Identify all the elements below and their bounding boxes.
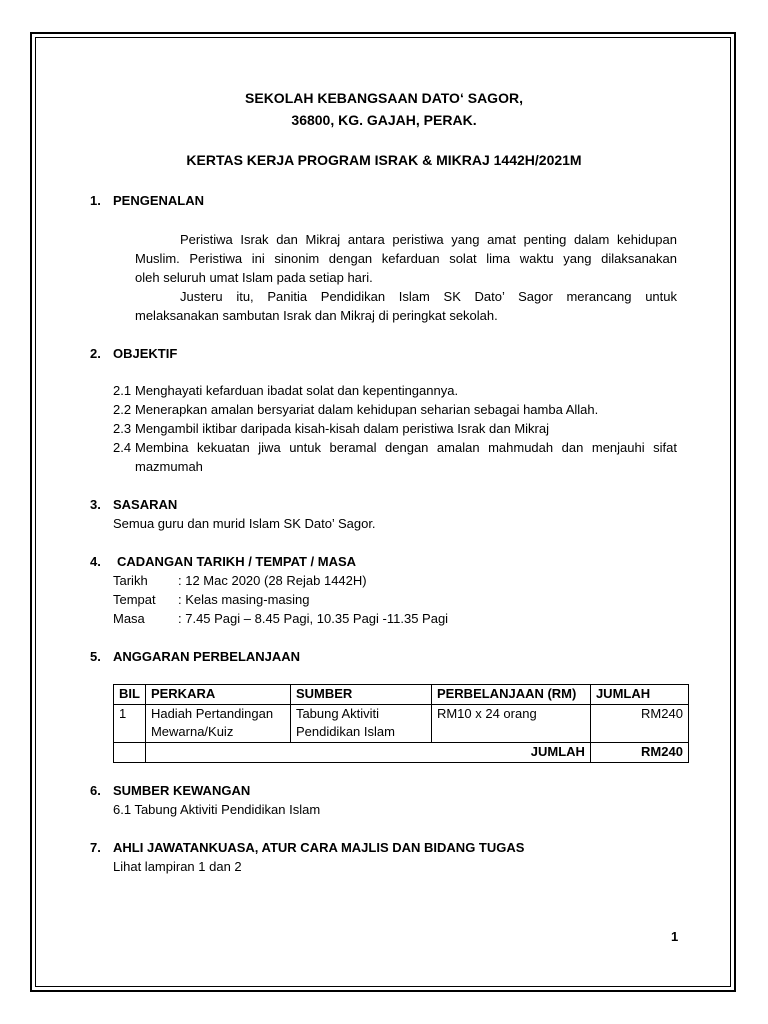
time-label: Masa [113,611,145,626]
objective-2-text: Menerapkan amalan bersyariat dalam kehidupan seharian sebagai hamba Allah. [135,402,599,417]
venue-value: : Kelas masing-masing [178,592,310,607]
funding-source-text: 6.1 Tabung Aktiviti Pendidikan Islam [113,802,321,817]
cell-sumber [290,705,431,743]
school-address: 36800, KG. GAJAH, PERAK. [291,112,477,128]
intro-paragraph-1-line-2: Muslim. Peristiwa ini sinonim dengan kefarduan solat lima waktu yang dilaksanakan [135,251,677,266]
date-value: : 12 Mac 2020 (28 Rejab 1442H) [178,573,367,588]
appendix-reference-text: Lihat lampiran 1 dan 2 [113,859,242,874]
objective-3-number: 2.3 [113,421,132,436]
total-value: RM240 [590,743,688,763]
section-3-number: 3. [90,497,101,512]
objective-3-text: Mengambil iktibar daripada kisah-kisah dalam peristiwa Israk dan Mikraj [135,421,550,436]
header-perkara: PERKARA [145,685,290,705]
header-bil: BIL [114,685,146,705]
cell-perkara-line-1: Hadiah Pertandingan [150,706,274,721]
school-name: SEKOLAH KEBANGSAAN DATO‘ SAGOR, [245,90,523,106]
section-2-title: OBJEKTIF [113,346,178,361]
cell-perbelanjaan: RM10 x 24 orang [431,705,590,743]
intro-paragraph-2-line-2: melaksanakan sambutan Israk dan Mikraj di peringkat sekolah. [135,308,498,323]
date-label: Tarikh [113,573,148,588]
cell-perkara-line-2: Mewarna/Kuiz [150,724,234,739]
section-5-number: 5. [90,649,101,664]
venue-label: Tempat [113,592,156,607]
table-total-row [114,743,689,763]
cell-perkara [145,705,290,743]
section-6-number: 6. [90,783,101,798]
header-perbelanjaan: PERBELANJAAN (RM) [431,685,590,705]
table-header-row [114,685,689,705]
objective-4-text-continued: mazmumah [135,459,203,474]
time-value: : 7.45 Pagi – 8.45 Pagi, 10.35 Pagi -11.35 Pagi [178,611,449,626]
intro-paragraph-1-line-3: oleh seluruh umat Islam pada setiap hari. [135,270,373,285]
total-empty-cell [114,743,146,763]
objective-1-number: 2.1 [113,383,132,398]
section-7-number: 7. [90,840,101,855]
budget-table [113,684,689,763]
cell-sumber-line-2: Pendidikan Islam [295,724,395,739]
intro-paragraph-1-line-1: Peristiwa Israk dan Mikraj antara peristiwa yang amat penting dalam kehidupan [180,232,677,247]
section-4-number: 4. [90,554,101,569]
objective-2-number: 2.2 [113,402,132,417]
total-label: JUMLAH [145,743,590,763]
intro-paragraph-2-line-1: Justeru itu, Panitia Pendidikan Islam SK Dato’ Sagor merancang untuk [180,289,677,304]
cell-jumlah: RM240 [590,705,688,743]
cell-sumber-line-1: Tabung Aktiviti [295,706,380,721]
cell-bil: 1 [114,705,146,743]
section-4-title: CADANGAN TARIKH / TEMPAT / MASA [117,554,357,569]
section-1-number: 1. [90,193,101,208]
target-audience-text: Semua guru dan murid Islam SK Dato’ Sagor. [113,516,376,531]
header-jumlah: JUMLAH [590,685,688,705]
section-5-title: ANGGARAN PERBELANJAAN [113,649,301,664]
objective-4-text: Membina kekuatan jiwa untuk beramal dengan amalan mahmudah dan menjauhi sifat [135,440,677,455]
page-number: 1 [671,929,679,944]
table-row [114,705,689,743]
section-3-title: SASARAN [113,497,178,512]
header-sumber: SUMBER [290,685,431,705]
section-6-title: SUMBER KEWANGAN [113,783,251,798]
section-7-title: AHLI JAWATANKUASA, ATUR CARA MAJLIS DAN BIDANG TUGAS [113,840,525,855]
section-1-title: PENGENALAN [113,193,205,208]
section-2-number: 2. [90,346,101,361]
objective-4-number: 2.4 [113,440,132,455]
document-title: KERTAS KERJA PROGRAM ISRAK & MIKRAJ 1442H/2021M [186,152,582,168]
objective-1-text: Menghayati kefarduan ibadat solat dan kepentingannya. [135,383,459,398]
